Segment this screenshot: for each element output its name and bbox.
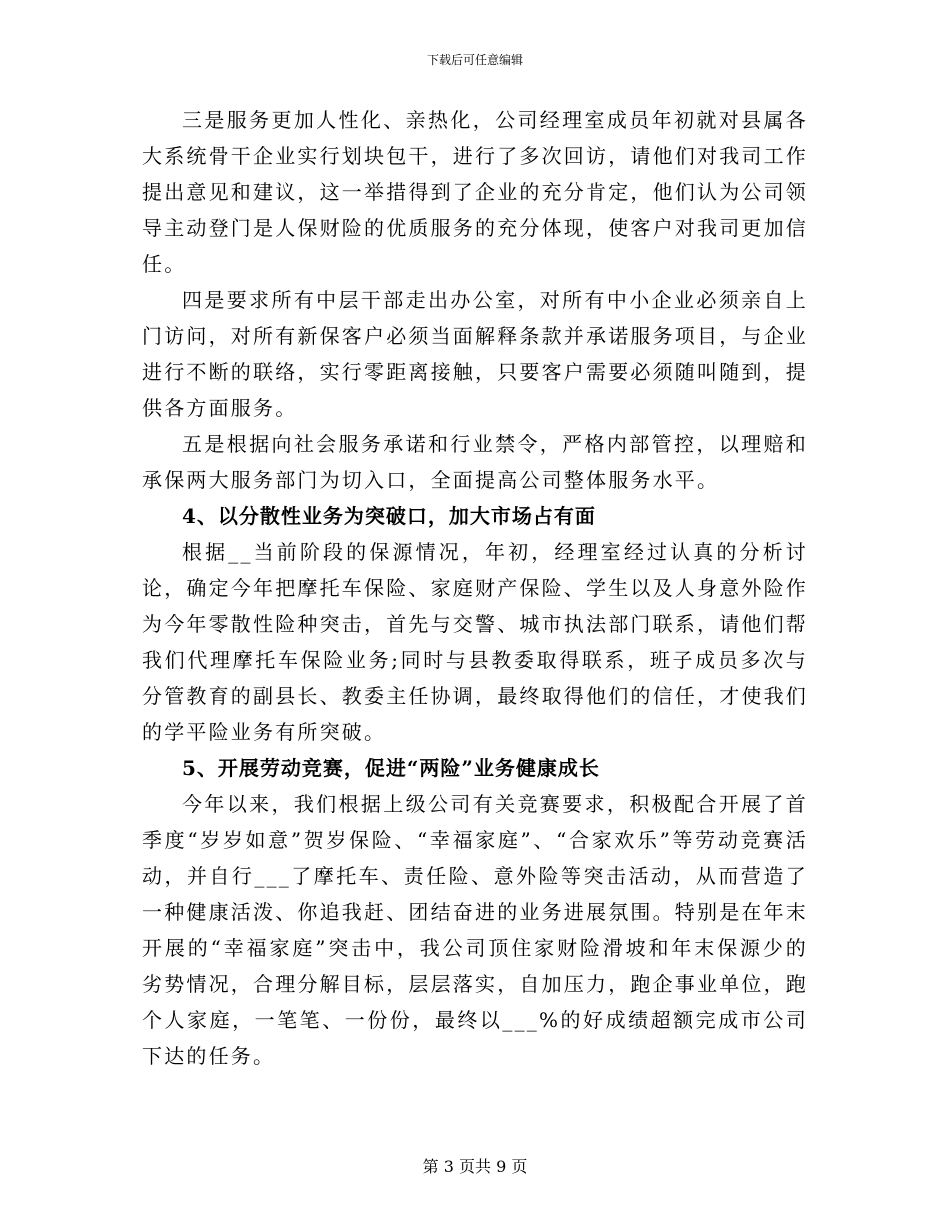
section-heading-5: 5、开展劳动竞赛，促进“两险”业务健康成长 — [182, 756, 600, 780]
paragraph-service-humanized: 三是服务更加人性化、亲热化，公司经理室成员年初就对县属各大系统骨干企业实行划块包干，进行了多次回访，请他们对我司工作提出意见和建议，这一举措得到了企业的充分肯定，他们认为公司领导主动登门是人保财险的优质服务的充分体现，使客户对我司更加信任。 — [142, 108, 808, 276]
paragraph-labor-competition: 今年以来，我们根据上级公司有关竞赛要求，积极配合开展了首季度“岁岁如意”贺岁保险、“幸福家庭”、“合家欢乐”等劳动竞赛活动，并自行___了摩托车、责任险、意外险等突击活动，从而营造了一种健康活泼、你追我赶、团结奋进的业务进展氛围。特别是在年末开展的“幸福家庭”突击中，我公司顶住家财险滑坡和年末保源少的劣势情况，合理分解目标，层层落实，自加压力，跑企事业单位，跑个人家庭，一笔笔、一份份，最终以___%的好成绩超额完成市公司下达的任务。 — [142, 792, 808, 1068]
paragraph-service-commitment: 五是根据向社会服务承诺和行业禁令，严格内部管控，以理赔和承保两大服务部门为切入口，全面提高公司整体服务水平。 — [142, 432, 808, 492]
page-footer: 第 3 页共 9 页 — [422, 1157, 528, 1176]
paragraph-scattered-business: 根据__当前阶段的保源情况，年初，经理室经过认真的分析讨论，确定今年把摩托车保险、家庭财产保险、学生以及人身意外险作为今年零散性险种突击，首先与交警、城市执法部门联系，请他们帮我们代理摩托车保险业务;同时与县教委取得联系，班子成员多次与分管教育的副县长、教委主任协调，最终取得他们的信任，才使我们的学平险业务有所突破。 — [142, 540, 808, 744]
document-body — [142, 102, 808, 1074]
section-heading-4: 4、以分散性业务为突破口，加大市场占有面 — [182, 504, 596, 528]
page-header: 下载后可任意编辑 — [426, 53, 523, 67]
paragraph-cadres-visit: 四是要求所有中层干部走出办公室，对所有中小企业必须亲自上门访问，对所有新保客户必须当面解释条款并承诺服务项目，与企业进行不断的联络，实行零距离接触，只要客户需要必须随叫随到，提供各方面服务。 — [142, 288, 808, 420]
